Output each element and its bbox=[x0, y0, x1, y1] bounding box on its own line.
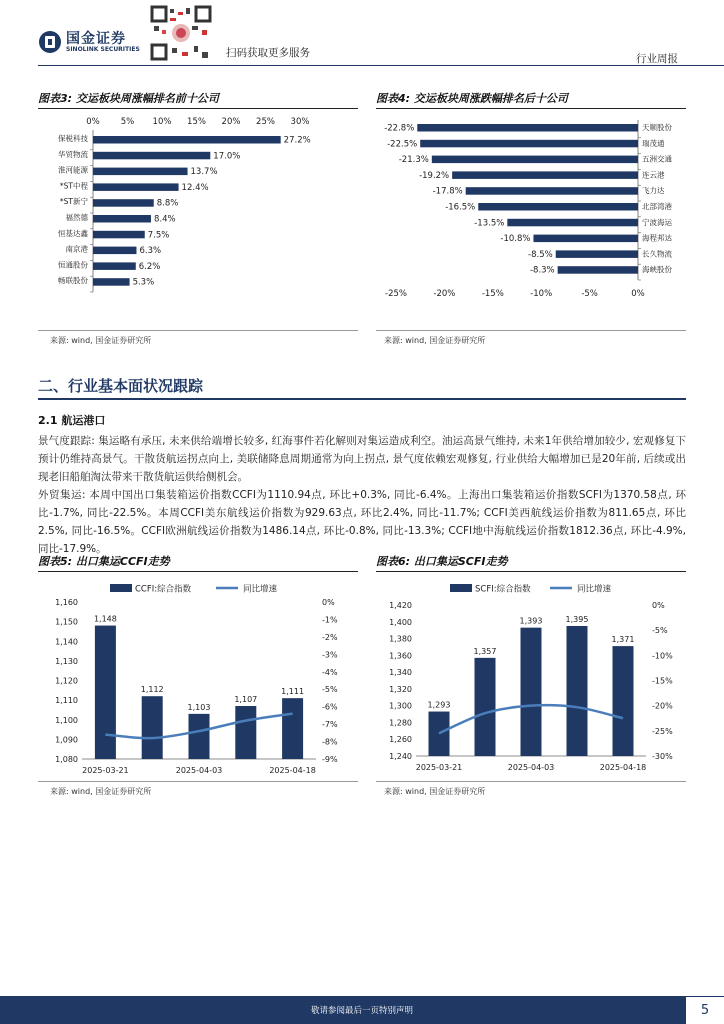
x-tick-label: 0% bbox=[631, 289, 645, 299]
data-label: -8.5% bbox=[528, 249, 553, 260]
qr-caption: 扫码获取更多服务 bbox=[226, 47, 310, 59]
y2-tick-label: 0% bbox=[322, 598, 335, 607]
y2-tick-label: -9% bbox=[322, 755, 338, 764]
y2-tick-label: -7% bbox=[322, 720, 338, 730]
data-label: 8.4% bbox=[153, 214, 176, 225]
data-label: 5.3% bbox=[132, 277, 155, 288]
bar bbox=[95, 626, 116, 759]
bar bbox=[93, 215, 151, 223]
bar bbox=[93, 262, 136, 270]
y2-tick-label: -10% bbox=[652, 651, 673, 661]
category-label: 宁波海运 bbox=[642, 217, 672, 227]
data-label: 8.8% bbox=[156, 198, 179, 209]
data-label: 1,103 bbox=[187, 702, 211, 712]
fig3-source: 来源: wind, 国金证券研究所 bbox=[50, 336, 152, 345]
data-label: 27.2% bbox=[283, 135, 311, 146]
data-label: -22.5% bbox=[387, 139, 418, 150]
fig6-title-rule bbox=[376, 571, 686, 572]
fig3-source-rule bbox=[38, 330, 358, 331]
data-label: -17.8% bbox=[432, 186, 463, 197]
x-tick-label: 10% bbox=[152, 117, 172, 127]
data-label: 6.3% bbox=[139, 246, 162, 257]
data-label: -19.2% bbox=[419, 170, 450, 181]
bar bbox=[613, 646, 634, 756]
fig5-title: 图表5: 出口集运CCFI走势 bbox=[38, 555, 170, 568]
bar bbox=[93, 168, 188, 176]
category-label: *ST新宁 bbox=[59, 197, 88, 207]
category-label: 恒基达鑫 bbox=[58, 228, 88, 238]
y2-tick-label: -8% bbox=[322, 737, 338, 747]
y-tick-label: 1,100 bbox=[55, 715, 78, 725]
data-label: -16.5% bbox=[445, 202, 476, 213]
bar bbox=[556, 250, 638, 258]
bar bbox=[478, 203, 638, 211]
data-label: 1,111 bbox=[281, 687, 305, 697]
data-label: 1,395 bbox=[565, 614, 589, 624]
data-label: -21.3% bbox=[398, 155, 429, 166]
y2-tick-label: -25% bbox=[652, 726, 673, 736]
bar bbox=[475, 658, 496, 756]
y2-tick-label: -3% bbox=[322, 650, 338, 660]
x-tick-label: -5% bbox=[581, 289, 598, 299]
x-tick-label: 20% bbox=[221, 117, 241, 127]
x-tick-label: 2025-03-21 bbox=[415, 763, 463, 772]
fig5-source-rule bbox=[38, 781, 358, 782]
y2-tick-label: -5% bbox=[322, 685, 338, 695]
x-tick-label: 2025-04-18 bbox=[269, 766, 316, 775]
x-tick-label: 2025-04-18 bbox=[599, 763, 647, 772]
category-label: 天顺股份 bbox=[642, 123, 672, 132]
page-number: 5 bbox=[686, 997, 724, 1024]
category-label: 海程邦达 bbox=[642, 233, 672, 243]
fig4-title: 图表4: 交运板块周涨跌幅排名后十公司 bbox=[376, 92, 568, 105]
data-label: 1,293 bbox=[427, 700, 451, 710]
fig5-chart bbox=[38, 576, 358, 776]
fig3-chart bbox=[38, 112, 358, 318]
category-label: 福然德 bbox=[65, 213, 88, 222]
bar bbox=[417, 124, 638, 132]
bar bbox=[567, 626, 588, 756]
y2-tick-label: 0% bbox=[652, 601, 665, 610]
data-label: 13.7% bbox=[190, 167, 218, 178]
category-label: *ST中程 bbox=[59, 181, 88, 191]
logo-en: SINOLINK SECURITIES bbox=[66, 46, 140, 53]
bar bbox=[533, 235, 638, 243]
legend-line-label: 同比增速 bbox=[577, 584, 612, 595]
y2-tick-label: -6% bbox=[322, 702, 338, 712]
legend-bar-swatch bbox=[450, 584, 472, 592]
legend-line-label: 同比增速 bbox=[243, 584, 278, 595]
section-title: 二、行业基本面状况跟踪 bbox=[38, 377, 204, 395]
y2-tick-label: -20% bbox=[652, 701, 673, 711]
bar bbox=[189, 714, 210, 759]
y2-tick-label: -1% bbox=[322, 615, 338, 625]
y2-tick-label: -30% bbox=[652, 752, 673, 761]
y2-tick-label: -2% bbox=[322, 632, 338, 642]
bar bbox=[93, 136, 281, 144]
fig6-source: 来源: wind, 国金证券研究所 bbox=[384, 787, 486, 796]
category-label: 恒通股份 bbox=[58, 260, 88, 270]
bar bbox=[235, 706, 256, 759]
bar bbox=[93, 199, 154, 207]
x-tick-label: -10% bbox=[530, 289, 553, 299]
y-tick-label: 1,120 bbox=[55, 676, 78, 686]
y-tick-label: 1,140 bbox=[55, 637, 78, 647]
x-tick-label: -20% bbox=[433, 289, 456, 299]
y-tick-label: 1,260 bbox=[389, 735, 412, 745]
y-tick-label: 1,360 bbox=[389, 651, 412, 661]
bar bbox=[93, 231, 145, 239]
y-tick-label: 1,090 bbox=[55, 735, 78, 745]
bar bbox=[282, 698, 303, 759]
data-label: 1,107 bbox=[234, 695, 258, 705]
x-tick-label: 15% bbox=[187, 117, 206, 127]
company-logo bbox=[38, 28, 148, 56]
bar bbox=[142, 696, 163, 759]
qr-code-icon bbox=[148, 4, 214, 62]
fig6-source-rule bbox=[376, 781, 686, 782]
fig4-title-rule bbox=[376, 108, 686, 109]
data-label: 17.0% bbox=[213, 151, 241, 162]
data-label: 1,357 bbox=[473, 646, 497, 656]
category-label: 南京港 bbox=[65, 244, 88, 254]
bar bbox=[466, 187, 638, 195]
x-tick-label: 25% bbox=[256, 117, 275, 127]
x-tick-label: 30% bbox=[290, 117, 310, 127]
x-tick-label: 2025-04-03 bbox=[175, 766, 223, 775]
category-label: 畅联股份 bbox=[58, 276, 88, 286]
qr-code bbox=[148, 4, 214, 62]
paragraph-sentiment: 景气度跟踪: 集运略有承压, 未来供给端增长较多, 红海事件若化解则对集运造成利空。油运高景气维持, 未来1年供给增加较少, 宏观修复下预计仍维持高景气。干散货航运拐点向上, 美联储降息周期通常为向上拐点, 景气度依赖宏观修复, 行业供给大幅增加已是20年前, 后续或出现老旧船舶淘汰带来干散货航运供给侧机会。 bbox=[38, 435, 686, 483]
data-label: 1,393 bbox=[519, 616, 543, 626]
y-tick-label: 1,150 bbox=[55, 617, 78, 627]
bar bbox=[93, 247, 136, 255]
y-tick-label: 1,340 bbox=[389, 668, 412, 678]
category-label: 淮河能源 bbox=[58, 165, 88, 175]
bar bbox=[558, 266, 638, 274]
y-tick-label: 1,380 bbox=[389, 634, 412, 644]
x-tick-label: -15% bbox=[481, 289, 504, 299]
fig4-chart bbox=[376, 112, 686, 318]
data-label: 7.5% bbox=[147, 230, 170, 241]
x-tick-label: 2025-03-21 bbox=[82, 766, 129, 775]
y2-tick-label: -4% bbox=[322, 667, 338, 677]
data-label: -13.5% bbox=[474, 218, 505, 229]
category-label: 长久物流 bbox=[642, 249, 672, 259]
legend-bar-label: CCFI:综合指数 bbox=[135, 584, 192, 595]
data-label: -10.8% bbox=[500, 234, 531, 245]
bar bbox=[452, 171, 638, 179]
category-label: 飞力达 bbox=[642, 186, 665, 196]
y-tick-label: 1,280 bbox=[389, 718, 412, 728]
category-label: 连云港 bbox=[642, 170, 665, 180]
y2-tick-label: -5% bbox=[652, 626, 668, 636]
y-tick-label: 1,110 bbox=[55, 696, 78, 706]
fig5-source: 来源: wind, 国金证券研究所 bbox=[50, 787, 152, 796]
bar bbox=[429, 712, 450, 756]
subsection-title: 2.1 航运港口 bbox=[38, 414, 106, 427]
legend-bar-label: SCFI:综合指数 bbox=[475, 584, 531, 595]
legend-bar-swatch bbox=[110, 584, 132, 592]
y2-tick-label: -15% bbox=[652, 676, 673, 686]
bar bbox=[93, 152, 210, 160]
fig6-chart bbox=[376, 576, 686, 776]
fig4-source: 来源: wind, 国金证券研究所 bbox=[384, 336, 486, 345]
data-label: 12.4% bbox=[181, 182, 209, 193]
bar bbox=[507, 219, 638, 227]
logo-mark-icon bbox=[38, 30, 62, 54]
category-label: 五洲交通 bbox=[642, 154, 672, 164]
fig3-title: 图表3: 交运板块周涨幅排名前十公司 bbox=[38, 92, 219, 105]
category-label: 华贸物流 bbox=[58, 149, 88, 159]
fig3-title-rule bbox=[38, 108, 358, 109]
fig4-source-rule bbox=[376, 330, 686, 331]
y-tick-label: 1,420 bbox=[389, 601, 412, 610]
fig6-title: 图表6: 出口集运SCFI走势 bbox=[376, 555, 508, 568]
y-tick-label: 1,400 bbox=[389, 617, 412, 627]
x-tick-label: -25% bbox=[385, 289, 407, 299]
category-label: 瑞茂通 bbox=[642, 138, 665, 148]
footer-notice: 敬请参阅最后一页特别声明 bbox=[310, 1006, 413, 1016]
paragraph-container-freight: 外贸集运: 本周中国出口集装箱运价指数CCFI为1110.94点, 环比+0.3%, 同比-6.4%。上海出口集装箱运价指数SCFI为1370.58点, 环比-1.7%, 同比-22.5%。本周CCFI美东航线运价指数为929.63点, 环比2.4%, 同比-11.7%; CCFI美西航线运价指数为811.65点, 环比2.5%, 同比-16.5%。CCFI欧洲航线运价指数为1486.14点, 环比-0.8%, 同比-13.3%; CCFI地中海航线运价指数1812.36点, 环比-4.9%, 同比-17.9%。 bbox=[38, 489, 686, 555]
logo-cn: 国金证券 bbox=[66, 31, 126, 47]
y-tick-label: 1,080 bbox=[55, 755, 78, 764]
section-rule bbox=[38, 398, 686, 400]
category-label: 北部湾港 bbox=[642, 202, 672, 211]
data-label: 1,371 bbox=[611, 635, 635, 645]
y-tick-label: 1,300 bbox=[389, 701, 412, 711]
bar bbox=[432, 156, 638, 164]
bar bbox=[93, 183, 179, 191]
y-tick-label: 1,130 bbox=[55, 656, 78, 666]
header-rule bbox=[38, 65, 724, 66]
report-type: 行业周报 bbox=[636, 53, 678, 65]
y-tick-label: 1,240 bbox=[389, 752, 412, 761]
data-label: 1,112 bbox=[140, 685, 164, 695]
x-tick-label: 0% bbox=[86, 117, 100, 127]
x-tick-label: 5% bbox=[120, 117, 135, 127]
bar bbox=[521, 628, 542, 756]
data-label: 6.2% bbox=[138, 261, 161, 272]
bar bbox=[93, 278, 130, 286]
category-label: 保税科技 bbox=[58, 134, 88, 143]
bar bbox=[420, 140, 638, 148]
data-label: -8.3% bbox=[529, 265, 555, 276]
data-label: 1,148 bbox=[93, 614, 117, 624]
fig5-title-rule bbox=[38, 571, 358, 572]
category-label: 海峡股份 bbox=[642, 265, 672, 275]
y-tick-label: 1,320 bbox=[389, 684, 412, 694]
data-label: -22.8% bbox=[384, 123, 415, 134]
x-tick-label: 2025-04-03 bbox=[507, 763, 555, 772]
y-tick-label: 1,160 bbox=[55, 598, 78, 607]
